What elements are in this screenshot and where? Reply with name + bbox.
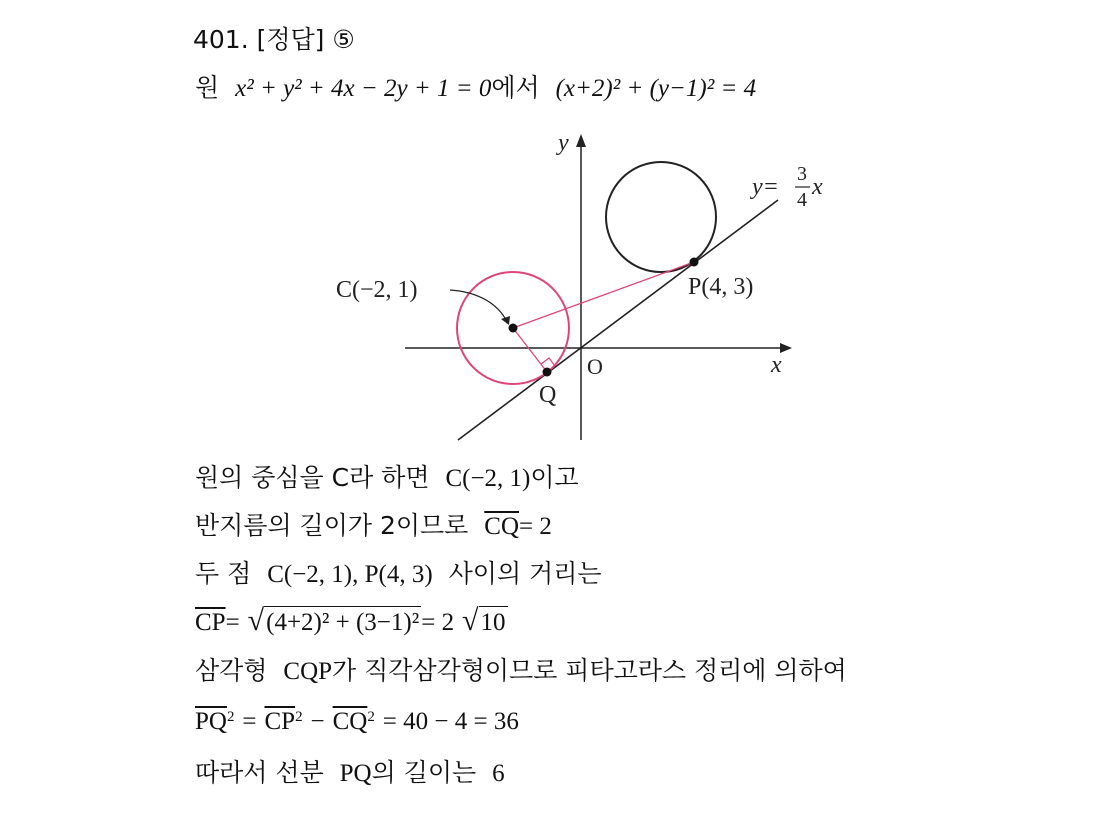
radius-line — [195, 510, 552, 543]
problem-number: 401. — [193, 25, 249, 54]
line-label-lhs: y= — [752, 174, 779, 200]
point-c — [509, 324, 518, 333]
center-text: 원의 중심을 C라 하면 — [195, 463, 430, 492]
segment-cp-label: $\overline{CP}$ — [195, 609, 226, 636]
problem-header — [193, 24, 355, 56]
pythagoras-result: = 40 − 4 = 36 — [382, 708, 519, 735]
center-line — [195, 462, 579, 495]
line-label-denominator: 4 — [797, 189, 807, 211]
center-coord: C(−2, 1) — [445, 465, 531, 492]
segment-cq — [513, 328, 547, 372]
square-root: √(4+2)² + (3−1)² — [247, 604, 420, 637]
answer-label: [정답] — [256, 25, 325, 54]
radius-text: 반지름의 길이가 2이므로 — [195, 511, 469, 540]
radicand: (4+2)² + (3−1)² — [264, 606, 421, 636]
distance-result: = 2 — [421, 609, 455, 636]
y-axis-arrow — [576, 134, 586, 147]
x-axis-label: x — [771, 352, 782, 378]
conclusion-line — [195, 757, 505, 790]
distance-text: 사이의 거리는 — [448, 559, 602, 588]
answer-choice: ⑤ — [332, 25, 355, 54]
segment-cq-label-2: $\overline{CQ}$ — [332, 708, 368, 735]
two-points-text: 두 점 — [195, 559, 252, 588]
final-answer: 6 — [492, 760, 505, 787]
coordinate-graph — [300, 120, 823, 450]
line-label-variable: x — [812, 174, 823, 200]
radius-value: = 2 — [519, 513, 552, 540]
conclusion-text-2: 의 길이는 — [371, 758, 477, 787]
equation-line — [195, 72, 756, 105]
connector-text: 에서 — [491, 73, 540, 102]
pythagoras-equation-line: $\overline{PQ}^2 = \overline{CP}^2 - \overline{CQ}^2 = 40 - 4 = 36$ — [195, 708, 519, 735]
conclusion-text: 따라서 선분 — [195, 758, 324, 787]
segment-cp — [513, 262, 694, 328]
root-ten-value: 10 — [479, 606, 508, 636]
segment-cp-label-2: $\overline{CP}$ — [264, 708, 296, 735]
center-text-end: 이고 — [530, 463, 579, 492]
segment-pq-label: $\overline{PQ}$ — [195, 708, 227, 735]
pythagoras-text: 가 직각삼각형이므로 피타고라스 정리에 의하여 — [332, 656, 847, 685]
center-label: C(−2, 1) — [336, 277, 418, 303]
distance-formula-line — [195, 605, 508, 639]
circle-equation: x² + y² + 4x − 2y + 1 = 0 — [235, 75, 492, 102]
standard-form: (x+2)² + (y−1)² = 4 — [555, 75, 757, 102]
equals-sign: = — [225, 609, 240, 636]
right-angle-mark — [541, 358, 555, 366]
distance-intro-line — [195, 558, 602, 591]
line-label-numerator: 3 — [797, 163, 807, 185]
pythagoras-intro-line — [195, 655, 847, 688]
equals-sign-2: = — [242, 708, 257, 735]
black-circle — [606, 162, 716, 272]
center-pointer-arrowhead — [501, 316, 510, 325]
x-axis-arrow — [780, 343, 792, 353]
y-axis-label: y — [558, 130, 569, 156]
point-p — [690, 258, 699, 267]
origin-label: O — [587, 354, 603, 379]
two-points-coords: C(−2, 1), P(4, 3) — [267, 561, 433, 588]
segment-cq-label: $\overline{CQ}$ — [484, 513, 519, 540]
segment-pq-name: PQ — [339, 760, 372, 787]
circle-word: 원 — [195, 73, 220, 102]
minus-sign: − — [310, 708, 325, 735]
tangent-point-label: P(4, 3) — [688, 274, 754, 300]
triangle-name: CQP — [283, 658, 333, 685]
point-q — [543, 368, 552, 377]
foot-label: Q — [539, 382, 557, 408]
root-ten: √10 — [462, 604, 506, 637]
triangle-text: 삼각형 — [195, 656, 268, 685]
